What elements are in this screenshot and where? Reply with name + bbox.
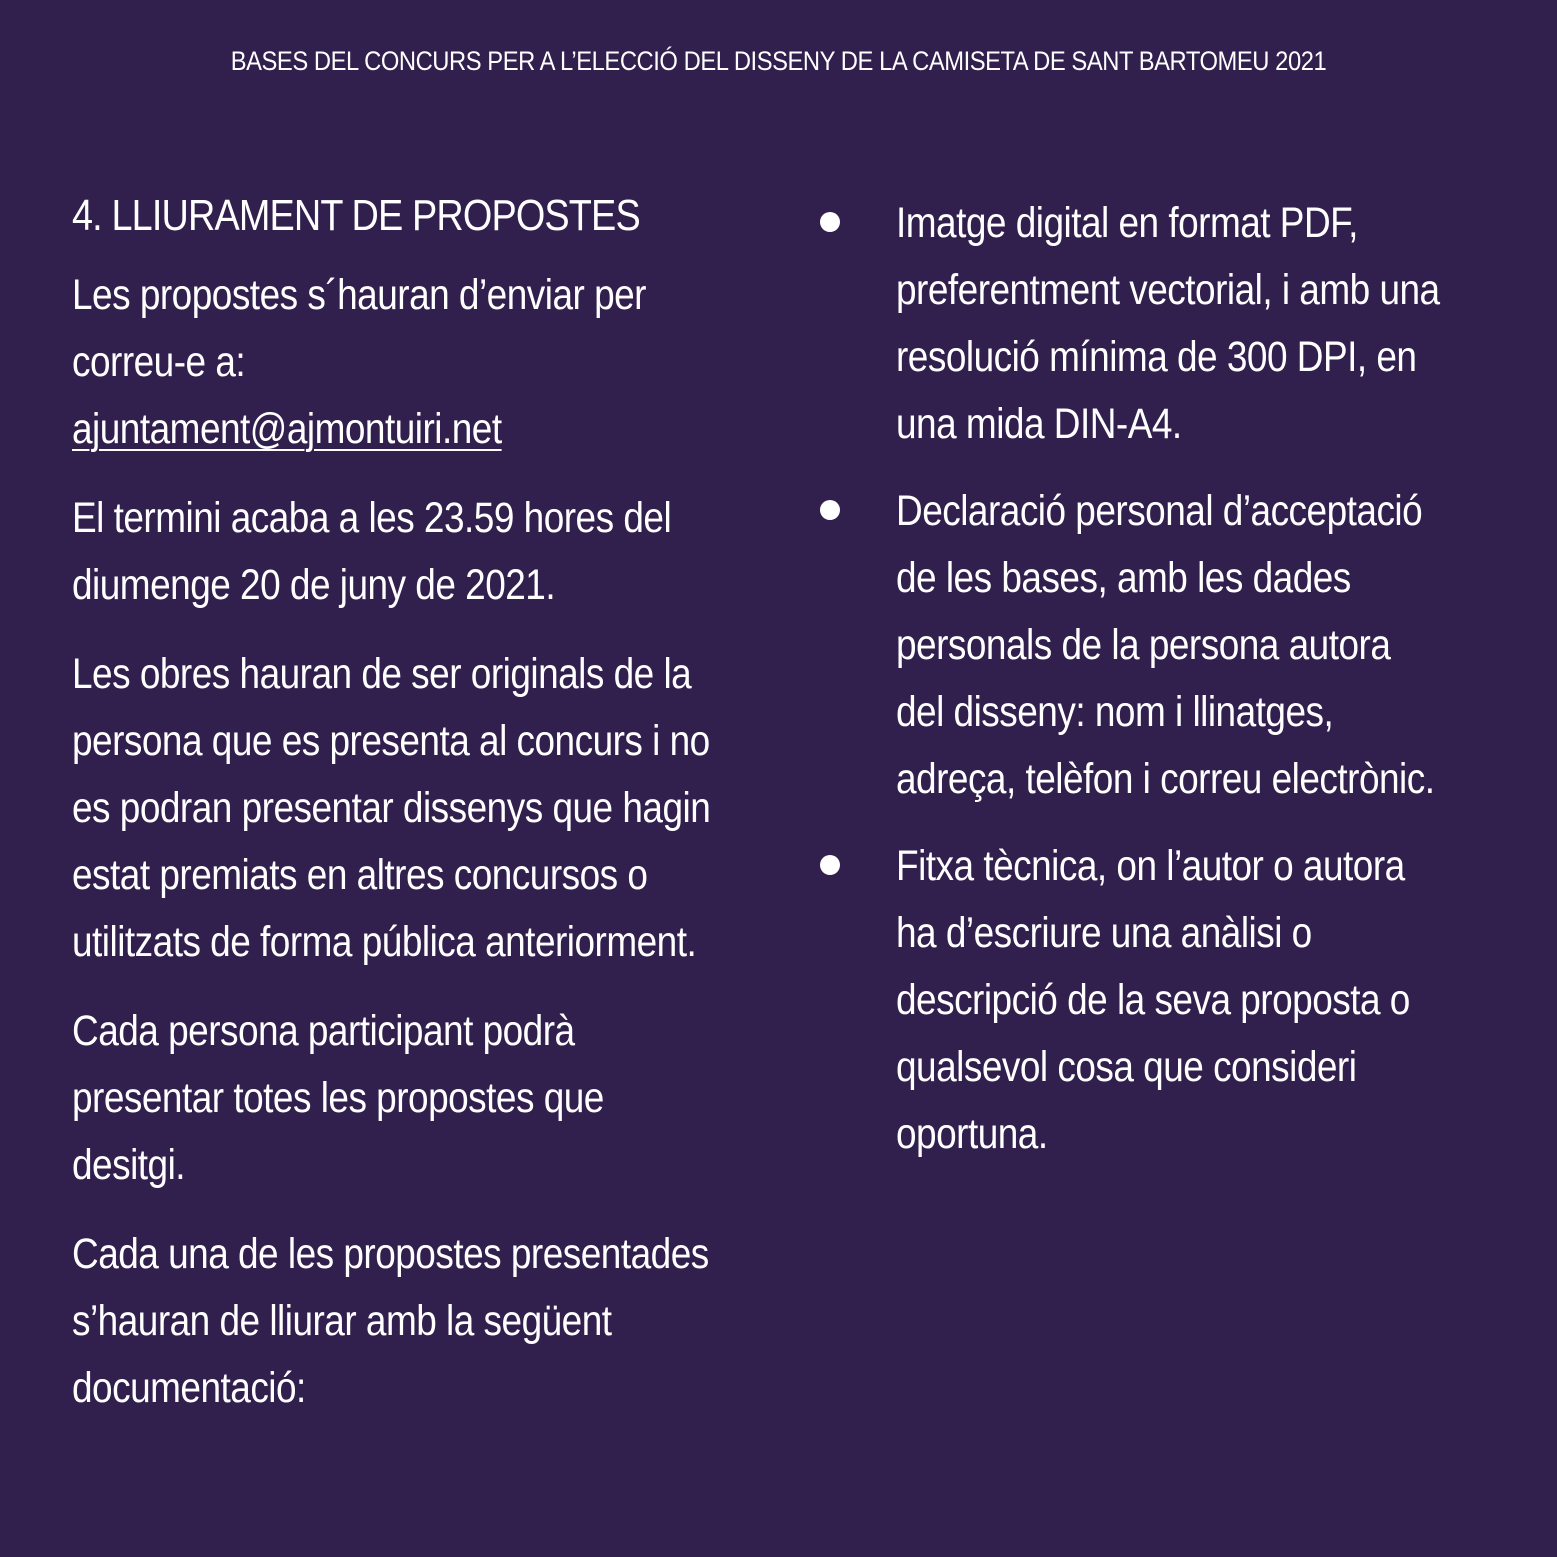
page-header: BASES DEL CONCURS PER A L’ELECCIÓ DEL DISSENY DE LA CAMISETA DE SANT BARTOMEU 2021 <box>230 46 1327 76</box>
email-link[interactable]: ajuntament@ajmontuiri.net <box>72 405 502 453</box>
left-column <box>72 190 712 1444</box>
intro-text: Les propostes s´hauran d’enviar per correu-e a: <box>72 271 646 386</box>
list-item <box>812 190 1512 458</box>
documentation-list <box>812 190 1512 1168</box>
list-item <box>812 833 1512 1168</box>
bullet-icon <box>820 855 840 875</box>
originality-paragraph: Les obres hauran de ser originals de la persona que es presenta al concurs i no es podran presentar dissenys que hagin estat premiats en altres concursos o utilitzats de forma pública anteriorment. <box>72 650 711 966</box>
right-column <box>812 190 1512 1188</box>
bullet-icon <box>820 500 840 520</box>
bullet-icon <box>820 212 840 232</box>
documentation-paragraph: Cada una de les propostes presentades s’hauran de lliurar amb la següent documentació: <box>72 1230 709 1412</box>
list-item <box>812 478 1512 813</box>
section-title: 4. LLIURAMENT DE PROPOSTES <box>72 191 640 240</box>
list-item-text: Imatge digital en format PDF, preferentment vectorial, i amb una resolució mínima de 300 DPI, en una mida DIN-A4. <box>896 199 1440 448</box>
list-item-text: Declaració personal d’acceptació de les bases, amb les dades personals de la persona autora del disseny: nom i llinatges, adreça, telèfon i correu electrònic. <box>896 487 1435 803</box>
deadline-paragraph: El termini acaba a les 23.59 hores del diumenge 20 de juny de 2021. <box>72 494 672 609</box>
submissions-paragraph: Cada persona participant podrà presentar totes les propostes que desitgi. <box>72 1007 604 1189</box>
intro-paragraph <box>72 262 712 463</box>
list-item-text: Fitxa tècnica, on l’autor o autora ha d’escriure una anàlisi o descripció de la seva proposta o qualsevol cosa que consideri oportuna. <box>896 842 1410 1158</box>
